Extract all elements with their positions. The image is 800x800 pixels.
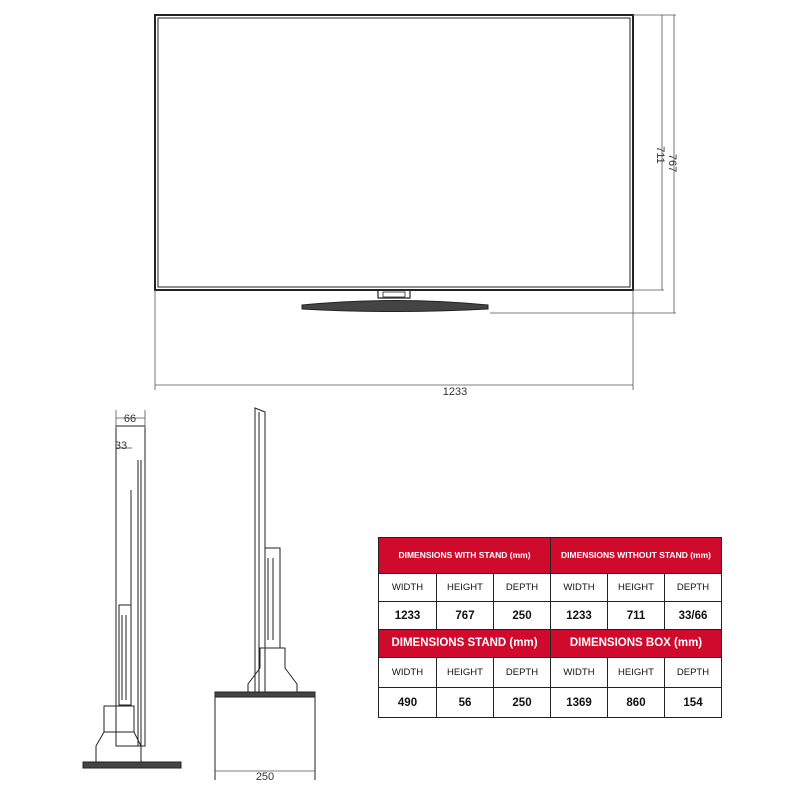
- box-depth-label: DEPTH: [665, 658, 722, 688]
- without-stand-depth-label: DEPTH: [665, 574, 722, 602]
- side-stand-base: [83, 762, 181, 768]
- with-stand-height-value: 767: [437, 602, 494, 630]
- box-height-label: HEIGHT: [608, 658, 665, 688]
- with-stand-depth-label: DEPTH: [494, 574, 551, 602]
- box-width-label: WIDTH: [551, 658, 608, 688]
- stand-neck-detail: [383, 292, 405, 297]
- without-stand-depth-value: 33/66: [665, 602, 722, 630]
- stand-depth-value: 250: [494, 688, 551, 718]
- without-stand-height-value: 711: [608, 602, 665, 630]
- side2-stand-base: [215, 692, 315, 697]
- box-header: DIMENSIONS BOX (mm): [551, 630, 722, 658]
- side-stand-neck: [96, 706, 141, 762]
- stand-width-value: 490: [379, 688, 437, 718]
- width-1233-label: 1233: [442, 386, 468, 398]
- stand-height-label: HEIGHT: [437, 658, 494, 688]
- box-height-value: 860: [608, 688, 665, 718]
- without-stand-height-label: HEIGHT: [608, 574, 665, 602]
- stand-base: [302, 301, 488, 312]
- with-stand-depth-value: 250: [494, 602, 551, 630]
- dimensions-table: [378, 537, 722, 718]
- height-767-label: 767: [666, 153, 678, 173]
- box-depth-value: 154: [665, 688, 722, 718]
- stand-width-label: WIDTH: [379, 658, 437, 688]
- tv-screen: [158, 18, 630, 287]
- with-stand-height-label: HEIGHT: [437, 574, 494, 602]
- box-width-value: 1369: [551, 688, 608, 718]
- depth-66-label: 66: [123, 413, 137, 425]
- side-port-block: [119, 605, 131, 705]
- with-stand-header: DIMENSIONS WITH STAND (mm): [379, 538, 551, 574]
- without-stand-header: DIMENSIONS WITHOUT STAND (mm): [551, 538, 722, 574]
- tv-side-view-right: [215, 408, 315, 780]
- depth-33-label: 33: [114, 440, 128, 452]
- height-711-label: 711: [654, 146, 666, 164]
- stand-header: DIMENSIONS STAND (mm): [379, 630, 551, 658]
- front-dimensions: [155, 15, 676, 390]
- stand-height-value: 56: [437, 688, 494, 718]
- with-stand-width-value: 1233: [379, 602, 437, 630]
- without-stand-width-label: WIDTH: [551, 574, 608, 602]
- stand-depth-250-label: 250: [255, 771, 275, 783]
- tv-side-view-left: [83, 426, 181, 768]
- tv-bezel: [155, 15, 633, 290]
- tv-front-view: [155, 15, 633, 312]
- without-stand-width-value: 1233: [551, 602, 608, 630]
- stand-depth-label: DEPTH: [494, 658, 551, 688]
- with-stand-width-label: WIDTH: [379, 574, 437, 602]
